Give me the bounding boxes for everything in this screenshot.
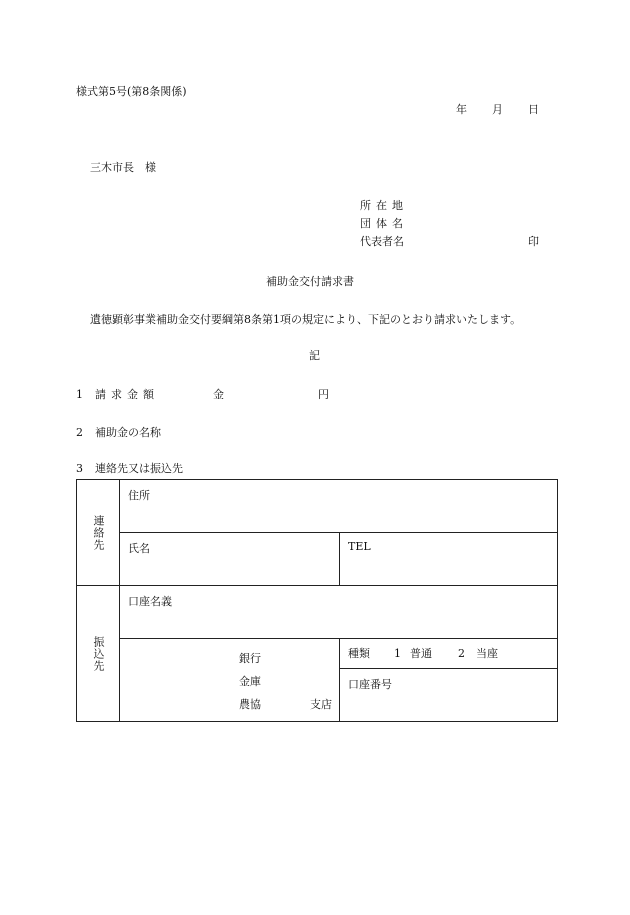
address-field-label: 住所 — [128, 489, 150, 502]
organization-label: 団体名 — [360, 217, 408, 230]
tel-field[interactable] — [340, 533, 558, 586]
transfer-section-label: 振込先 — [77, 586, 120, 722]
option-ordinary-number: 1 — [394, 646, 401, 660]
date-day: 日 — [528, 103, 539, 116]
option-current: 当座 — [476, 646, 498, 660]
account-type-field[interactable] — [340, 639, 558, 669]
contact-section-label: 連絡先 — [77, 480, 120, 586]
bank-label: 銀行 — [239, 652, 261, 665]
item2-number: 2 — [76, 426, 83, 439]
ki-mark: 記 — [309, 349, 320, 362]
account-name-label: 口座名義 — [128, 595, 172, 608]
seal-mark: 印 — [528, 235, 539, 248]
option-ordinary: 普通 — [410, 646, 432, 660]
account-number-label: 口座番号 — [348, 678, 392, 691]
item1-number: 1 — [76, 388, 83, 401]
item1-kin: 金 — [213, 388, 224, 401]
name-field-label: 氏名 — [128, 542, 150, 555]
document-title: 補助金交付請求書 — [266, 275, 354, 288]
name-field[interactable] — [120, 533, 340, 586]
address-label: 所在地 — [360, 199, 408, 212]
form-number: 様式第5号(第8条関係) — [76, 85, 187, 98]
item1-yen: 円 — [318, 388, 329, 401]
shinkin-label: 金庫 — [239, 675, 261, 688]
contact-transfer-table — [76, 479, 558, 722]
item3-label: 連絡先又は振込先 — [95, 462, 183, 475]
account-type-label: 種類 — [348, 646, 370, 660]
item2-label: 補助金の名称 — [95, 426, 161, 439]
option-current-number: 2 — [458, 646, 465, 660]
representative-label: 代表者名 — [360, 235, 404, 248]
address-field[interactable] — [120, 480, 558, 533]
account-name-field[interactable] — [120, 586, 558, 639]
item3-number: 3 — [76, 462, 83, 475]
account-number-field[interactable] — [340, 669, 558, 722]
date-year: 年 — [456, 103, 467, 116]
branch-label: 支店 — [310, 698, 332, 711]
tel-field-label: TEL — [348, 540, 371, 553]
nokyo-label: 農協 — [239, 698, 261, 711]
item1-label: 請求金額 — [95, 388, 159, 401]
bank-field[interactable] — [120, 639, 340, 722]
body-text: 遺徳顕彰事業補助金交付要綱第8条第1項の規定により、下記のとおり請求いたします。 — [90, 313, 522, 326]
date-month: 月 — [492, 103, 503, 116]
addressee: 三木市長 様 — [90, 161, 156, 174]
